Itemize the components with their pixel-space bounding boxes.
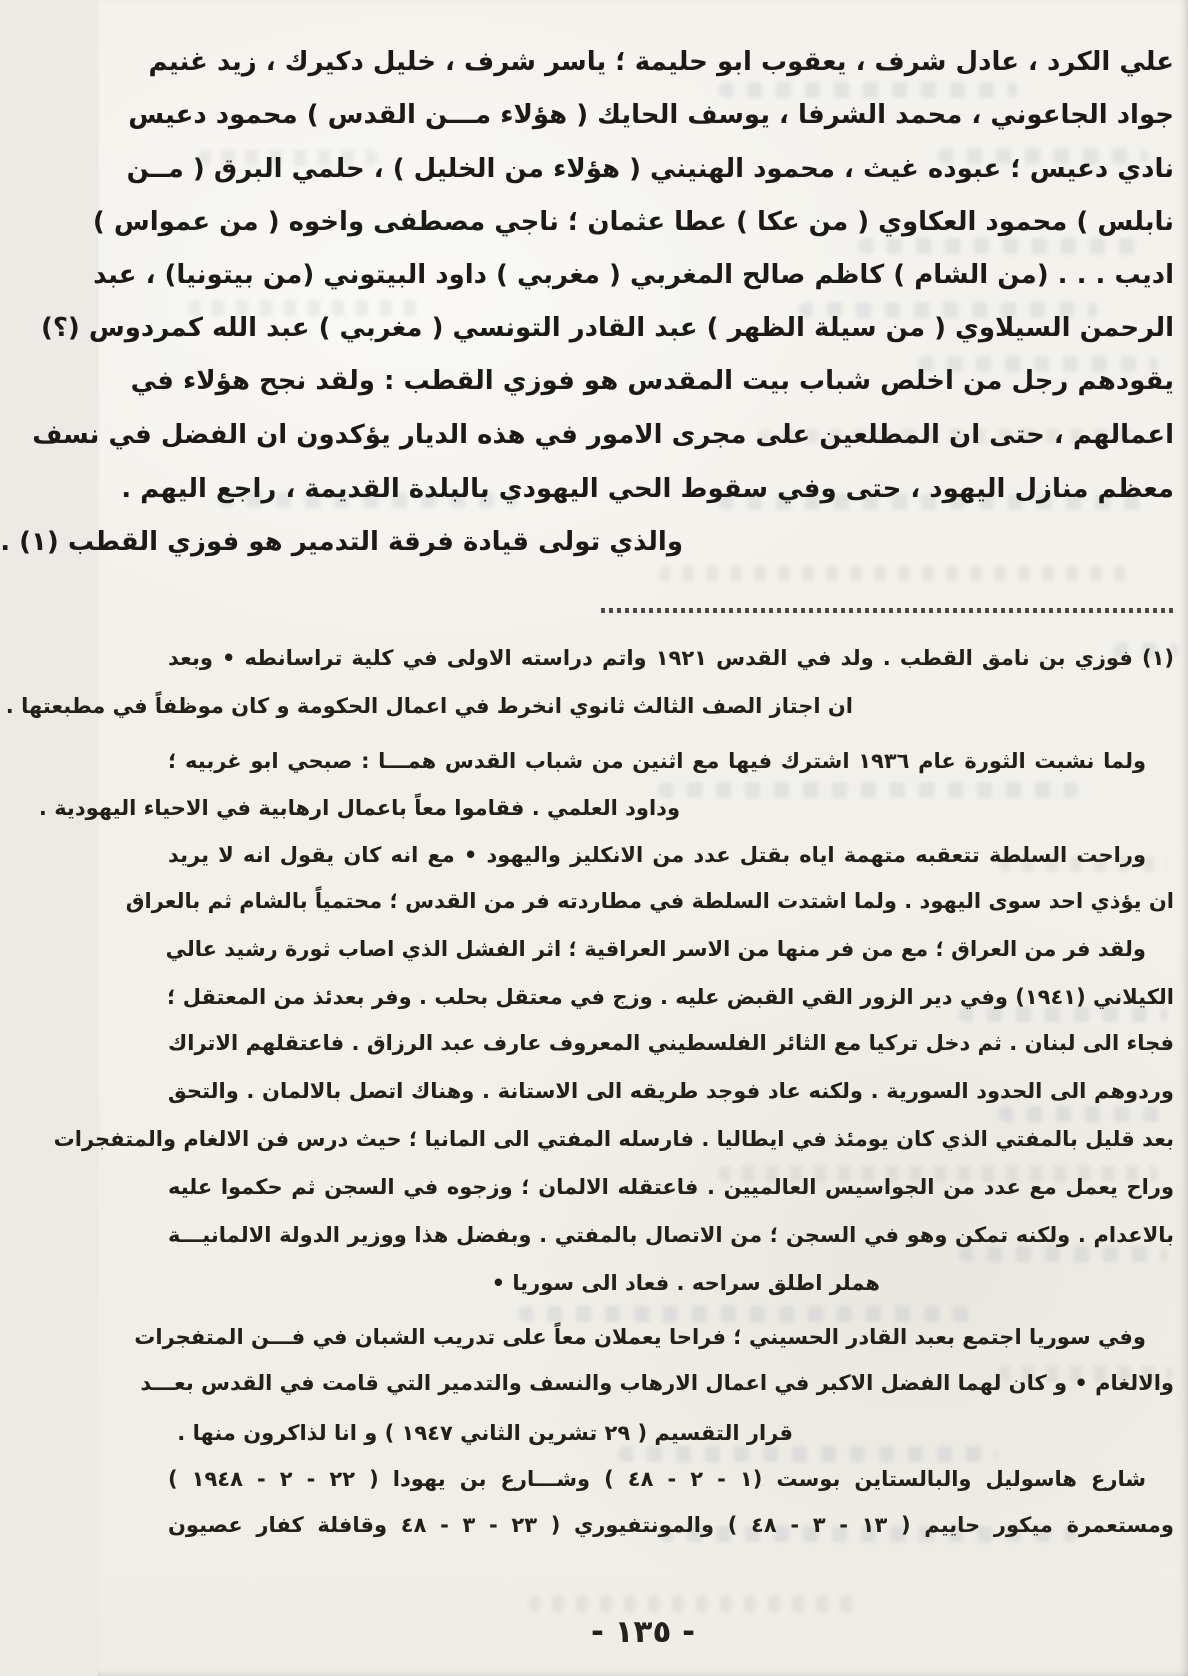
body-line: اعمالهم ، حتى ان المطلعين على مجرى الامور في هذه الديار يؤكدون ان الفضل في نسف <box>32 420 1174 450</box>
footnote-line: هملر اطلق سراحه . فعاد الى سوريا • <box>491 1271 880 1295</box>
footnote-line: ان اجتاز الصف الثالث ثانوي انخرط في اعمال الحكومة و كان موظفاً في مطبعتها . <box>5 694 853 718</box>
footnote-line: ان يؤذي احد سوى اليهود . ولما اشتدت السلطة في مطاردته فر من القدس ؛ محتمياً بالشام ثم بالعراق <box>125 889 1174 913</box>
footnote-line: ومستعمرة ميكور حاييم ( ١٣ - ٣ - ٤٨ ) والمونتفيوري ( ٢٣ - ٣ - ٤٨ وقافلة كفار عصيون <box>168 1513 1174 1537</box>
ghost-showthrough <box>658 566 1128 582</box>
footnote-line: ولقد فر من العراق ؛ مع من فر منها من الاسر العراقية ؛ اثر الفشل الذي اصاب ثورة رشيد عالي <box>165 937 1146 961</box>
ghost-showthrough <box>958 1246 1168 1262</box>
ghost-showthrough <box>518 1306 978 1322</box>
footnote-line: الكيلاني (١٩٤١) وفي دير الزور القي القبض عليه . وزج في معتقل بحلب . وفر بعدئذ من المعتقل ؛ <box>166 985 1174 1009</box>
page-number: - ١٣٥ - <box>590 1614 696 1650</box>
body-line: والذي تولى قيادة فرقة التدمير هو فوزي القطب (١) . <box>0 527 683 557</box>
footnote-line: قرار التقسيم ( ٢٩ تشرين الثاني ١٩٤٧ ) و انا لذاكرون منها . <box>177 1421 793 1445</box>
footnote-separator <box>601 608 1173 613</box>
ghost-showthrough <box>618 1446 998 1462</box>
footnote-line: بالاعدام . ولكنه تمكن وهو في السجن ؛ من الاتصال بالمفتي . وبفضل هذا ووزير الدولة الالمانيـــة <box>168 1223 1174 1247</box>
ghost-showthrough <box>998 1106 1168 1122</box>
body-line: نادي دعيس ؛ عبوده غيث ، محمود الهنيني ( هؤلاء من الخليل ) ، حلمي البرق ( مــن <box>126 154 1174 184</box>
body-line: نابلس ) محمود العكاوي ( من عكا ) عطا عثمان ؛ ناجي مصطفى واخوه ( من عمواس ) <box>92 207 1174 237</box>
footnote-line: وداود العلمي . فقاموا معاً باعمال ارهابية في الاحياء اليهودية . <box>38 796 680 820</box>
ghost-showthrough <box>858 238 1148 254</box>
body-line: علي الكرد ، عادل شرف ، يعقوب ابو حليمة ؛ ياسر شرف ، خليل دكيرك ، زيد غنيم <box>148 47 1174 77</box>
body-line: جواد الجاعوني ، محمد الشرفا ، يوسف الحايك ( هؤلاء مـــن القدس ) محمود دعيس <box>128 100 1174 130</box>
footnote-line: وفي سوريا اجتمع بعبد القادر الحسيني ؛ فراحا يعملان معاً على تدريب الشبان في فـــن المتفجرات <box>134 1325 1146 1349</box>
footnote-line: شارع هاسوليل والبالستاين بوست (١ - ٢ - ٤٨ ) وشـــارع بن يهودا ( ٢٢ - ٢ - ١٩٤٨ ) <box>168 1467 1147 1491</box>
body-line: معظم منازل اليهود ، حتى وفي سقوط الحي اليهودي بالبلدة القديمة ، راجع اليهم . <box>121 474 1174 504</box>
body-line: اديب . . . (من الشام ) كاظم صالح المغربي ( مغربي ) داود البيتوني (من بيتونيا) ، عبد <box>93 260 1174 290</box>
ghost-showthrough <box>528 1596 858 1612</box>
footnote-line: وراحت السلطة تتعقبه متهمة اياه بقتل عدد من الانكليز واليهود • مع انه كان يقول انه لا يريد <box>168 843 1146 867</box>
footnote-line: وردوهم الى الحدود السورية . ولكنه عاد فوجد طريقه الى الاستانة . وهناك اتصل بالالمان . والتحق <box>168 1079 1174 1103</box>
body-line: يقودهم رجل من اخلص شباب بيت المقدس هو فوزي القطب : ولقد نجح هؤلاء في <box>130 366 1174 396</box>
footnote-line: وراح يعمل مع عدد من الجواسيس العالميين . فاعتقله الالمان ؛ وزجوه في السجن ثم حكموا عليه <box>168 1175 1174 1199</box>
footnote-line: والالغام • و كان لهما الفضل الاكبر في اعمال الارهاب والنسف والتدمير التي قامت في القدس بعـــد <box>140 1371 1174 1395</box>
body-line: الرحمن السيلاوي ( من سيلة الظهر ) عبد القادر التونسي ( مغربي ) عبد الله كمردوس (؟) <box>40 313 1174 343</box>
ghost-showthrough <box>718 82 1018 98</box>
footnote-line: فجاء الى لبنان . ثم دخل تركيا مع الثائر الفلسطيني المعروف عارف عبد الرزاق . فاعتقلهم الاتراك <box>168 1031 1174 1055</box>
footnote-line: ولما نشبت الثورة عام ١٩٣٦ اشترك فيها مع اثنين من شباب القدس همـــا : صبحي ابو غربيه ؛ <box>168 749 1147 773</box>
footnote-line: بعد قليل بالمفتي الذي كان يومئذ في ايطاليا . فارسله المفتي الى المانيا ؛ حيث درس فن الالغام والمتفجرات <box>53 1127 1174 1151</box>
ghost-showthrough <box>658 782 1078 798</box>
footnote-line: (١) فوزي بن نامق القطب . ولد في القدس ١٩٢١ واتم دراسته الاولى في كلية تراسانطه • وبعد <box>168 646 1174 670</box>
